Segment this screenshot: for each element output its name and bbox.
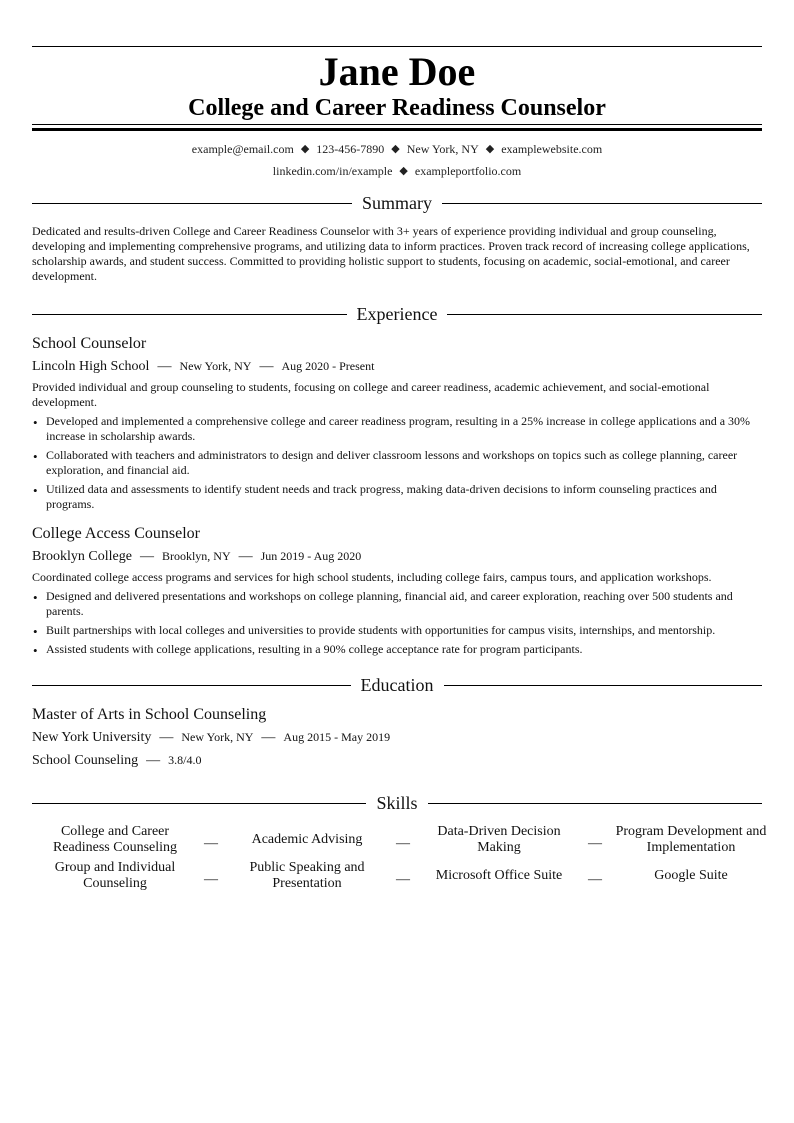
heading-rule <box>32 314 347 315</box>
job-meta <box>32 356 762 377</box>
linkedin-link[interactable]: linkedin.com/in/example <box>272 164 393 178</box>
summary-heading-label: Summary <box>362 193 432 213</box>
skill-item: Microsoft Office Suite <box>435 868 563 883</box>
email-link[interactable]: example@email.com <box>191 142 294 156</box>
summary-text: Dedicated and results-driven College and Career Readiness Counselor with 3+ years of experience providing individual and group counseling, developing and implementing comprehensive programs, and utilizing data to inform practices. Proven track record of increasing college applications, scholarship awards, and student success. Committed to providing holistic support to students, focusing on academic, social-emotional, and career development. <box>32 224 750 283</box>
dash-separator: — <box>159 730 174 745</box>
heading-rule <box>447 314 762 315</box>
skill-item: Group and Individual Counseling <box>54 860 176 891</box>
job-dates: Aug 2020 - Present <box>281 359 375 373</box>
school-location: New York, NY <box>181 730 254 744</box>
job-bullets <box>32 414 762 512</box>
job-organization: Brooklyn College <box>32 549 132 564</box>
skill-item: Google Suite <box>654 868 728 883</box>
education-dates: Aug 2015 - May 2019 <box>283 730 391 744</box>
skill-separator: — <box>204 872 218 887</box>
experience-heading <box>32 303 762 325</box>
heading-rule <box>32 685 351 686</box>
job-entry-1 <box>32 334 762 512</box>
contact-line-1 <box>32 139 762 161</box>
job-description: Coordinated college access programs and services for high school students, including college fairs, campus tours, and application workshops. <box>32 570 712 584</box>
list-item: • Developed and implemented a comprehensive college and career readiness program, resulting in a 25% increase in college applications and a 30% increase in scholarship awards. <box>32 414 762 444</box>
job-dates: Jun 2019 - Aug 2020 <box>260 549 362 563</box>
heading-rule <box>444 685 763 686</box>
header-rule-thick <box>32 128 762 131</box>
job-role: College Access Counselor <box>32 525 200 542</box>
candidate-title: College and Career Readiness Counselor <box>188 95 606 121</box>
degree: Master of Arts in School Counseling <box>32 706 267 723</box>
header-rule-thin <box>32 124 762 125</box>
diamond-separator-icon: ◆ <box>399 165 408 177</box>
skill-separator: — <box>588 836 602 851</box>
heading-rule <box>32 803 366 804</box>
heading-rule <box>32 203 352 204</box>
job-location: New York, NY <box>179 359 252 373</box>
contact-line-2 <box>32 161 762 183</box>
skills-heading-label: Skills <box>376 793 418 813</box>
skill-item: Data-Driven Decision Making <box>437 824 561 855</box>
heading-rule <box>442 203 762 204</box>
job-description: Provided individual and group counseling to students, focusing on college and career readiness, academic achievement, and social-emotional development. <box>32 380 710 409</box>
skill-item: Program Development and Implementation <box>615 824 767 855</box>
skills-grid <box>32 824 767 892</box>
phone-number: 123-456-7890 <box>316 142 385 156</box>
gpa: 3.8/4.0 <box>168 753 202 767</box>
skill-item: College and Career Readiness Counseling <box>52 824 178 855</box>
experience-heading-label: Experience <box>356 304 438 324</box>
summary-heading <box>32 192 762 214</box>
diamond-separator-icon: ◆ <box>300 143 310 155</box>
diamond-separator-icon: ◆ <box>485 143 495 155</box>
website-link[interactable]: examplewebsite.com <box>501 142 603 156</box>
location: New York, NY <box>406 142 479 156</box>
job-meta <box>32 546 762 567</box>
skill-item: Academic Advising <box>251 832 363 847</box>
list-item: • Built partnerships with local colleges and universities to provide students with opportunities for campus visits, internships, and mentorship. <box>32 623 762 638</box>
dash-separator: — <box>146 753 161 768</box>
candidate-name: Jane Doe <box>318 49 476 94</box>
dash-separator: — <box>157 359 172 374</box>
education-heading-label: Education <box>360 675 434 695</box>
job-role: School Counselor <box>32 335 147 352</box>
dash-separator: — <box>238 549 253 564</box>
education-meta <box>32 727 762 748</box>
portfolio-link[interactable]: exampleportfolio.com <box>414 164 522 178</box>
list-item: • Collaborated with teachers and administrators to design and deliver classroom lessons and workshops on topics such as college planning, career exploration, and financial aid. <box>32 448 762 478</box>
job-bullets <box>32 589 762 657</box>
dash-separator: — <box>261 730 276 745</box>
list-item: • Utilized data and assessments to identify student needs and track progress, making data-driven decisions to inform counseling practices and programs. <box>32 482 762 512</box>
diamond-separator-icon: ◆ <box>391 143 400 155</box>
list-item: • Assisted students with college applications, resulting in a 90% college acceptance rate for program participants. <box>32 642 762 657</box>
dash-separator: — <box>139 549 154 564</box>
skill-separator: — <box>588 872 602 887</box>
dash-separator: — <box>259 359 274 374</box>
skill-separator: — <box>204 836 218 851</box>
list-item: • Designed and delivered presentations and workshops on college planning, financial aid, and career exploration, reaching over 500 students and parents. <box>32 589 762 619</box>
skill-separator: — <box>396 872 410 887</box>
job-entry-2 <box>32 524 762 657</box>
school-name: New York University <box>32 730 152 745</box>
field-of-study: School Counseling <box>32 753 139 768</box>
header-top-rule <box>32 46 762 47</box>
education-entry <box>32 705 762 771</box>
skill-separator: — <box>396 836 410 851</box>
heading-rule <box>428 803 762 804</box>
job-location: Brooklyn, NY <box>161 549 231 563</box>
education-field-meta <box>32 750 762 771</box>
education-heading <box>32 674 762 696</box>
job-organization: Lincoln High School <box>32 359 150 374</box>
skills-heading <box>32 792 762 814</box>
skill-item: Public Speaking and Presentation <box>249 860 365 891</box>
